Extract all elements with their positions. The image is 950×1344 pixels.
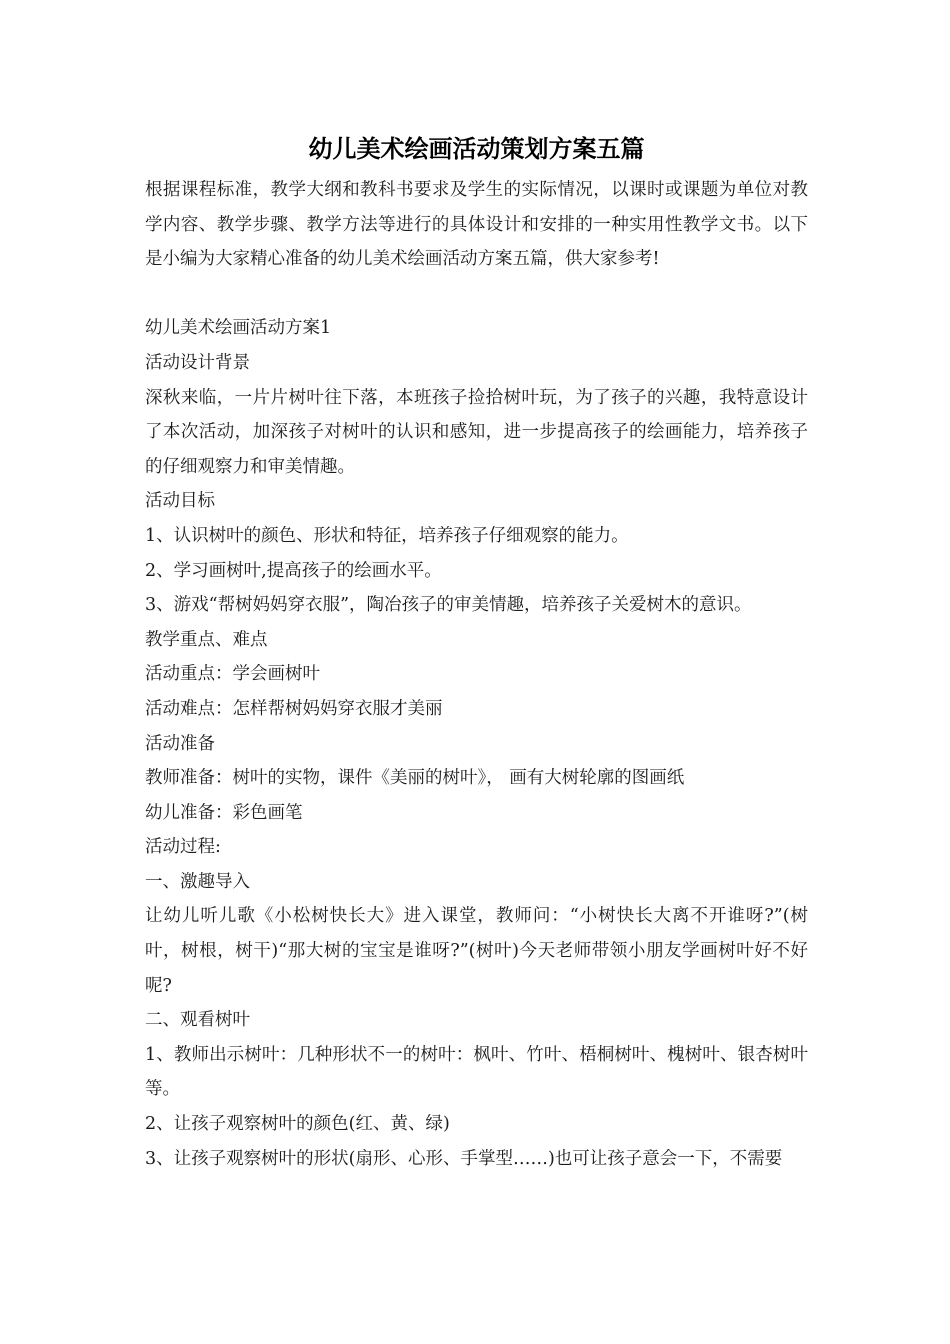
- key-point-text: 活动重点：学会画树叶: [145, 664, 320, 685]
- step-heading-1: 一、激趣导入: [145, 871, 250, 892]
- heading-goals: 活动目标: [145, 491, 215, 512]
- intro-paragraph: 根据课程标准，教学大纲和教科书要求及学生的实际情况，以课时或课题为单位对教学内容、教学步骤、教学方法等进行的具体设计和安排的一种实用性教学文书。以下是小编为大家精心准备的幼儿美术绘画活动方案五篇，供大家参考!: [145, 180, 808, 270]
- teacher-preparation: 教师准备：树叶的实物，课件《美丽的树叶》， 画有大树轮廓的图画纸: [145, 768, 685, 789]
- heading-key-points: 教学重点、难点: [145, 629, 268, 650]
- document-title: 幼儿美术绘画活动策划方案五篇: [308, 134, 645, 163]
- step-text-1: 让幼儿听儿歌《小松树快长大》进入课堂，教师问：“小树快长大离不开谁呀?”(树叶，树根，树干)“那大树的宝宝是谁呀?”(树叶)今天老师带领小朋友学画树叶好不好呢?: [145, 906, 808, 996]
- child-preparation: 幼儿准备：彩色画笔: [145, 802, 303, 823]
- goal-item-2: 2、学习画树叶,提高孩子的绘画水平。: [145, 560, 442, 581]
- difficulty-text: 活动难点：怎样帮树妈妈穿衣服才美丽: [145, 698, 443, 719]
- background-text: 深秋来临，一片片树叶往下落，本班孩子捡拾树叶玩，为了孩子的兴趣，我特意设计了本次活动，加深孩子对树叶的认识和感知，进一步提高孩子的绘画能力，培养孩子的仔细观察力和审美情趣。: [145, 387, 808, 477]
- goal-item-3: 3、游戏“帮树妈妈穿衣服”，陶冶孩子的审美情趣，培养孩子关爱树木的意识。: [145, 595, 752, 616]
- section-heading-plan-1: 幼儿美术绘画活动方案1: [145, 318, 332, 339]
- step-item-2-2: 2、让孩子观察树叶的颜色(红、黄、绿): [145, 1114, 450, 1135]
- heading-process: 活动过程:: [145, 837, 221, 858]
- step-item-2-1: 1、教师出示树叶：几种形状不一的树叶：枫叶、竹叶、梧桐树叶、槐树叶、银杏树叶等。: [145, 1044, 808, 1100]
- heading-background: 活动设计背景: [145, 352, 250, 373]
- goal-item-1: 1、认识树叶的颜色、形状和特征，培养孩子仔细观察的能力。: [145, 525, 629, 546]
- step-item-2-3: 3、让孩子观察树叶的形状(扇形、心形、手掌型……)也可让孩子意会一下，不需要: [145, 1148, 783, 1169]
- heading-preparation: 活动准备: [145, 733, 215, 754]
- paragraph-spacer: [145, 277, 808, 312]
- step-heading-2: 二、观看树叶: [145, 1010, 250, 1031]
- document-page: [145, 125, 808, 1176]
